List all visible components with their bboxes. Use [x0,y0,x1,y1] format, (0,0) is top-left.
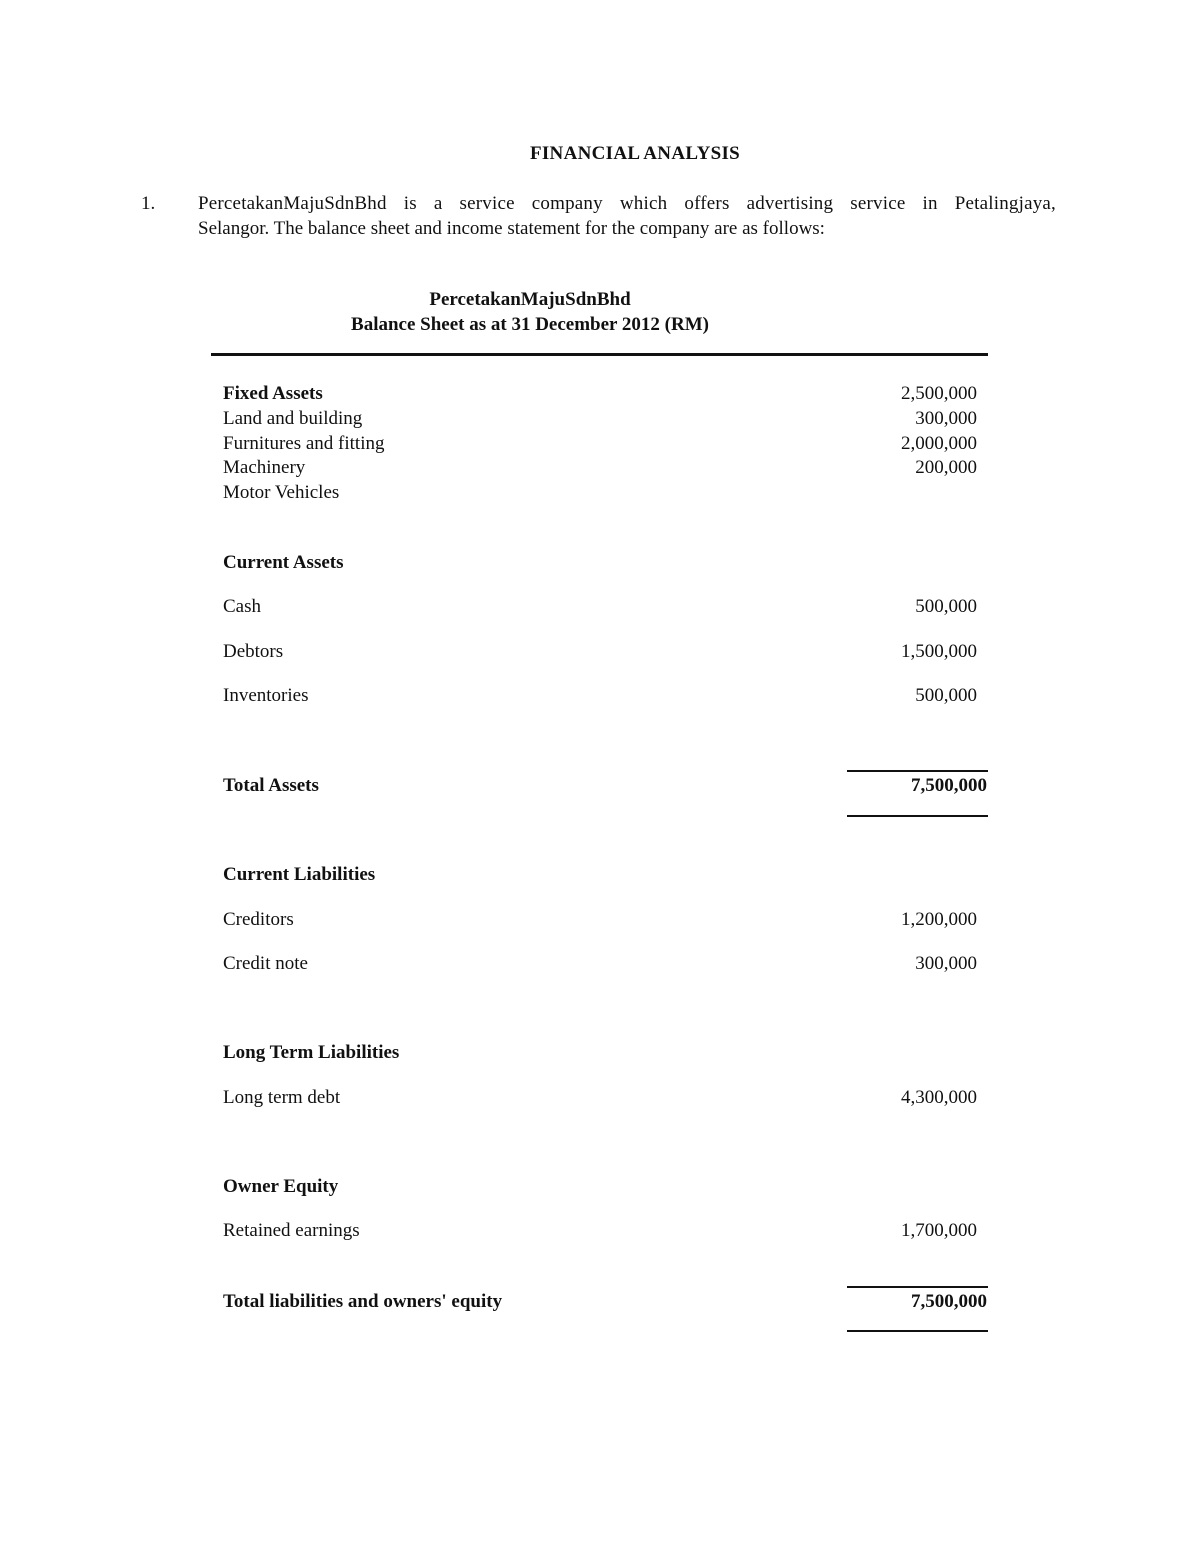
line-item-label: Debtors [223,641,284,662]
current-assets-heading: Current Assets [223,552,344,573]
company-name: PercetakanMajuSdnBhd [429,289,631,310]
line-item-value: 500,000 [915,685,977,706]
balance-sheet-title: Balance Sheet as at 31 December 2012 (RM) [351,314,709,335]
fixed-assets-heading-value: 2,500,000 [901,383,977,404]
question-text-line-2: Selangor. The balance sheet and income statement for the company are as follows: [198,218,825,239]
line-item-label: Motor Vehicles [223,482,340,503]
line-item-value: 300,000 [915,408,977,429]
total-liabilities-equity-value: 7,500,000 [911,1291,987,1312]
line-item-value: 1,700,000 [901,1220,977,1241]
owner-equity-heading: Owner Equity [223,1176,339,1197]
line-item-value: 200,000 [915,457,977,478]
line-item-label: Furnitures and fitting [223,433,385,454]
line-item-label: Creditors [223,909,294,930]
line-item-label: Cash [223,596,261,617]
document-title: FINANCIAL ANALYSIS [529,143,741,164]
question-text-line-1: PercetakanMajuSdnBhd is a service company which offers advertising service in Petalingjaya, [198,193,1056,214]
long-term-liabilities-heading: Long Term Liabilities [223,1042,400,1063]
total-rule-top [847,1286,988,1288]
total-rule-top [847,770,988,772]
line-item-label: Credit note [223,953,308,974]
line-item-value: 1,500,000 [901,641,977,662]
total-assets-value: 7,500,000 [911,775,987,796]
line-item-value: 4,300,000 [901,1087,977,1108]
total-liabilities-equity-label: Total liabilities and owners' equity [223,1291,503,1312]
question-number: 1. [141,193,156,214]
total-rule-bottom [847,815,988,817]
line-item-label: Retained earnings [223,1220,360,1241]
total-assets-label: Total Assets [223,775,319,796]
header-rule [211,353,988,356]
fixed-assets-heading: Fixed Assets [223,383,323,404]
line-item-label: Long term debt [223,1087,341,1108]
current-liabilities-heading: Current Liabilities [223,864,376,885]
line-item-value: 500,000 [915,596,977,617]
line-item-value: 1,200,000 [901,909,977,930]
line-item-label: Inventories [223,685,309,706]
line-item-label: Land and building [223,408,363,429]
line-item-value: 300,000 [915,953,977,974]
line-item-value: 2,000,000 [901,433,977,454]
line-item-label: Machinery [223,457,306,478]
total-rule-bottom [847,1330,988,1332]
